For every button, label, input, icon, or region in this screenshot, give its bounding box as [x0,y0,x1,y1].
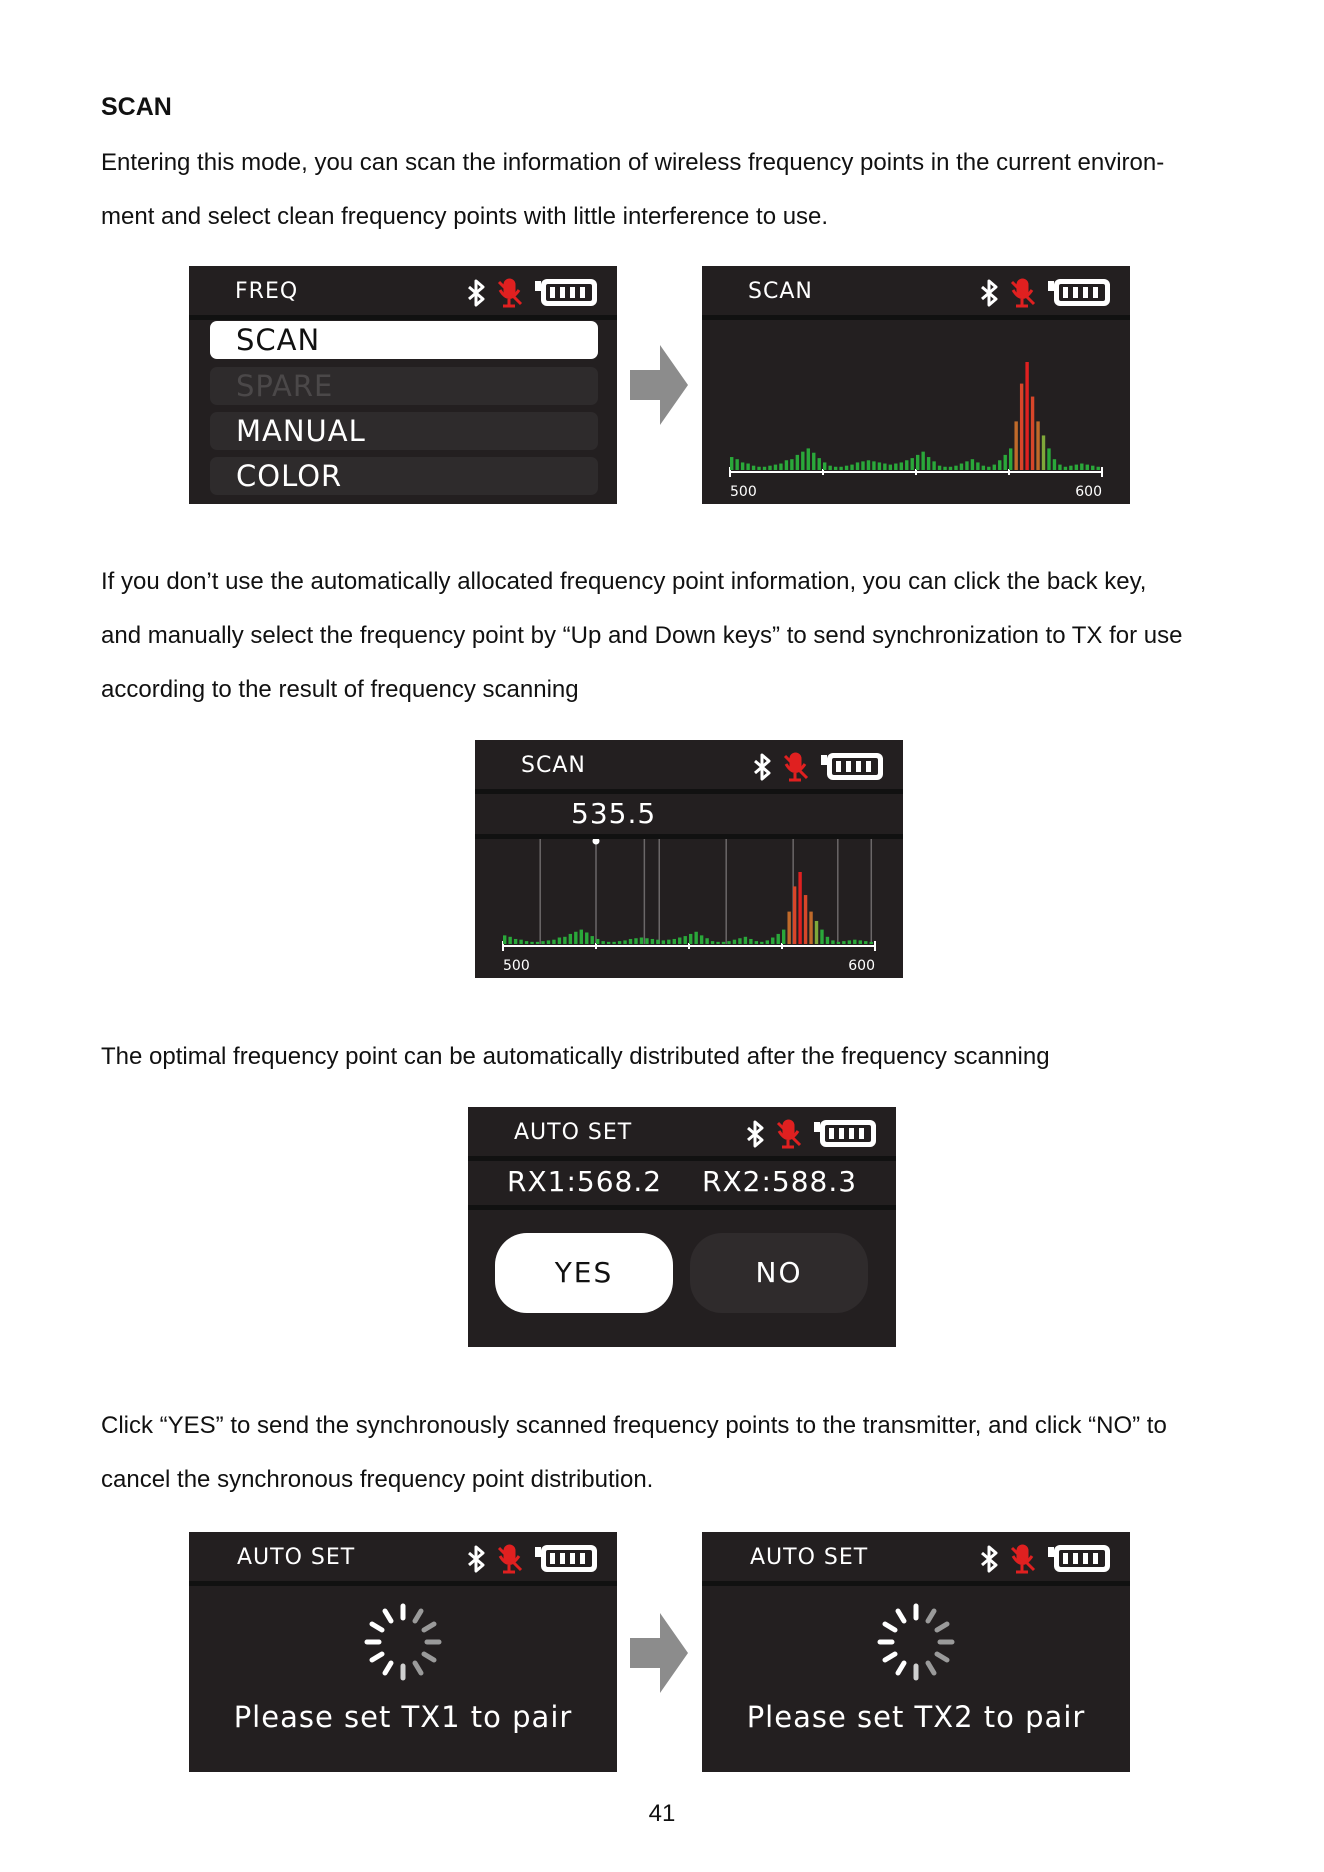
spectrum-bar [1075,465,1078,470]
page-number: 41 [648,1800,676,1827]
spectrum-bar [580,930,583,944]
spectrum-bar [845,466,848,470]
status-icons [740,1119,880,1149]
scan-screen [702,266,1130,504]
spectrum-bar [1009,448,1012,470]
spectrum-bar [1036,421,1039,470]
x-tick-label-max: 600 [1075,484,1102,500]
paragraph-line: according to the result of frequency scanning [101,676,579,703]
spectrum-bar [716,942,719,944]
bluetooth-icon [755,755,769,779]
spectrum-bar [752,466,755,470]
mic-muted-icon [1012,1546,1034,1572]
spectrum-bar [744,937,747,944]
battery-icon [1048,1545,1110,1572]
spectrum-bar [790,459,793,470]
spectrum-bar [1080,464,1083,470]
arrow-right-icon [630,345,688,425]
spectrum-bar [755,941,758,944]
bluetooth-icon [748,1122,762,1146]
spectrum-bar [673,939,676,944]
x-tick-label-max: 600 [848,958,875,974]
paragraph-yes-no [101,1399,1251,1507]
spectrum-bar [861,461,864,470]
spectrum-bar [727,941,730,944]
screen-title: AUTO SET [750,1545,869,1570]
spectrum-bar [826,937,829,944]
spectrum-bar [741,462,744,470]
spectrum-bar [815,921,818,944]
spectrum-bar [656,940,659,944]
spectrum-bar [804,895,807,944]
paragraph-line: ment and select clean frequency points with little interference to use. [101,203,829,230]
screen-title: AUTO SET [237,1545,356,1570]
pairing-message: Please set TX2 to pair [746,1700,1086,1734]
spectrum-bar [878,462,881,470]
status-bar [189,1532,617,1586]
paragraph-line: Click “YES” to send the synchronously scanned frequency points to the transmitter, and click “NO” to [101,1412,1167,1439]
spectrum-bar [536,942,539,944]
spectrum-bar [618,941,621,944]
spectrum-bar [796,455,799,470]
mic-muted-icon [785,754,807,780]
status-icons [461,1544,601,1574]
selected-frequency: 535.5 [571,797,657,830]
status-bar [702,266,1130,320]
spectrum-bar [774,465,777,470]
spectrum-bar [853,940,856,944]
spectrum-bar [678,938,681,944]
mic-muted-icon [778,1121,800,1147]
spectrum-bar [596,939,599,944]
spectrum-bar [787,912,790,944]
spectrum-bar [932,461,935,470]
spectrum-bar [798,872,801,944]
spectrum-bar [738,938,741,944]
bluetooth-icon [469,1547,483,1571]
auto-set-screen [468,1107,896,1347]
spectrum-bar [938,466,941,470]
spectrum-bar [684,936,687,944]
battery-icon [535,1545,597,1572]
bluetooth-icon [982,1547,996,1571]
spectrum-bar [623,940,626,944]
spectrum-bar [793,886,796,944]
spectrum-bar [612,942,615,944]
status-icons [461,278,601,308]
spectrum-bar [733,940,736,944]
spectrum-bar [574,932,577,944]
spectrum-bar [629,939,632,944]
arrow-right-icon [630,1613,688,1693]
spectrum-bar [949,467,952,470]
spectrum-bar [563,937,566,944]
spectrum-bar [757,467,760,470]
spectrum-bar [1025,362,1028,470]
spectrum-bar [859,940,862,944]
spectrum-bar [1020,384,1023,470]
status-bar [468,1107,896,1161]
paragraph-line: The optimal frequency point can be automatically distributed after the frequency scanning [101,1043,1050,1070]
spectrum-bar [801,452,804,470]
spectrum-bar [993,465,996,470]
spectrum-bar [503,935,506,944]
spectrum-bar [982,466,985,470]
spectrum-bar [591,936,594,944]
spectrum-bar [525,941,528,944]
spectrum-bar [911,458,914,470]
spectrum-bar [960,464,963,470]
menu-item-scan[interactable]: SCAN [210,321,598,359]
spectrum-bar [667,940,670,944]
spectrum-bar [607,942,610,944]
spectrum-bar [785,460,788,470]
spectrum-bar [722,942,725,944]
status-bar [475,740,903,794]
spectrum-bar [1004,455,1007,470]
spectrum-bar [828,466,831,470]
spectrum-bar [834,467,837,470]
spectrum-bar [1064,467,1067,470]
paragraph-line: If you don’t use the automatically allocated frequency point information, you can click the back key, [101,568,1147,595]
paragraph-line: Entering this mode, you can scan the information of wireless frequency points in the current environ- [101,149,1165,176]
spectrum-bar [987,467,990,470]
spectrum-bar [1058,465,1061,470]
spectrum-bar [766,940,769,944]
bluetooth-icon [469,281,483,305]
spectrum-bar [837,942,840,944]
selected-frequency-marker [593,839,600,845]
spectrum-bar [807,448,810,470]
spectrum-bar [558,938,561,944]
spectrum-bar [601,941,604,944]
spectrum-bar [508,937,511,944]
spectrum-bar [809,912,812,944]
spectrum-bar [998,460,1001,470]
spectrum-bar [971,459,974,470]
spectrum-bar [883,464,886,470]
spectrum-bar [900,462,903,470]
screen-title: AUTO SET [514,1120,633,1145]
mic-muted-icon [499,280,521,306]
spectrum-bar [645,938,648,944]
spectrum-bar [585,932,588,944]
x-tick-label-min: 500 [730,484,757,500]
spectrum-bar [700,935,703,944]
menu-item-spare[interactable]: SPARE [210,367,598,405]
spectrum-bar [872,461,875,470]
rx2-frequency: RX2:588.3 [702,1165,858,1198]
spectrum-bar [749,939,752,944]
screen-title: FREQ [235,279,299,304]
section-heading: SCAN [101,93,172,121]
spectrum-bar [1031,397,1034,470]
spectrum-bar [850,465,853,470]
screen-title: SCAN [748,279,813,304]
spectrum-bar [730,457,733,470]
spectrum-bar [689,934,692,944]
paragraph-auto [101,1030,1251,1084]
spectrum-bar [818,458,821,470]
spectrum-bar [763,467,766,470]
spectrum-bar [1086,465,1089,470]
spectrum-bar [889,465,892,470]
spectrum-bar [839,467,842,470]
rx1-frequency: RX1:568.2 [507,1165,663,1198]
spectrum-bar [771,938,774,944]
spectrum-bar [848,940,851,944]
spectrum-bar [569,934,572,944]
paragraph-manual [101,555,1251,717]
status-bar [189,266,617,320]
pairing-message: Please set TX1 to pair [233,1700,573,1734]
menu-item-manual[interactable]: MANUAL [210,412,598,450]
spectrum-bar [705,938,708,944]
loading-spinner-icon [363,1602,443,1682]
spectrum-bar [541,941,544,944]
rx-frequency-row [468,1161,896,1210]
paragraph-line: and manually select the frequency point by “Up and Down keys” to send synchronization to TX for use [101,622,1183,649]
status-bar [702,1532,1130,1586]
spectrum-bar [1014,421,1017,470]
spectrum-bar [662,940,665,944]
spectrum-bar [870,942,873,944]
spectrum-bar [943,467,946,470]
pair-tx2-screen [702,1532,1130,1772]
spectrum-bar [640,938,643,944]
spectrum-bar [552,940,555,944]
spectrum-bar [547,940,550,944]
spectrum-bar [777,934,780,944]
spectrum-bar [519,940,522,944]
spectrum-bar [842,941,845,944]
spectrum-bar [894,464,897,470]
spectrum-bar [927,457,930,470]
bluetooth-icon [982,281,996,305]
spectrum-bar [1069,466,1072,470]
spectrum-bar [782,930,785,944]
paragraph-intro [101,136,1251,244]
spectrum-bar [711,941,714,944]
spectrum-bar [1053,459,1056,470]
spectrum-bar [514,939,517,944]
spectrum-bar [634,938,637,944]
spectrum-bar [831,940,834,944]
spectrum-bar [856,462,859,470]
spectrum-bar [779,464,782,470]
spectrum-bar [823,462,826,470]
spectrum-bar [1091,466,1094,470]
spectrum-bar [746,464,749,470]
battery-icon [821,753,883,780]
freq-menu-screen [189,266,617,504]
spectrum-bar [976,462,979,470]
status-icons [974,278,1114,308]
yes-button[interactable]: YES [495,1233,673,1313]
spectrum-chart [702,320,1130,504]
battery-icon [1048,279,1110,306]
mic-muted-icon [1012,280,1034,306]
spectrum-chart [475,839,903,978]
loading-spinner-icon [876,1602,956,1682]
no-button[interactable]: NO [690,1233,868,1313]
spectrum-bar [812,453,815,470]
spectrum-bar [1047,448,1050,470]
spectrum-bar [965,461,968,470]
spectrum-bar [694,932,697,944]
status-icons [974,1544,1114,1574]
spectrum-bar [954,466,957,470]
spectrum-bar [867,460,870,470]
x-tick-label-min: 500 [503,958,530,974]
status-icons [747,752,887,782]
spectrum-bar [1097,467,1100,470]
spectrum-bar [530,942,533,944]
paragraph-line: cancel the synchronous frequency point distribution. [101,1466,654,1493]
spectrum-bar [864,941,867,944]
frequency-readout-row [475,794,903,839]
spectrum-bar [921,452,924,470]
menu-item-color[interactable]: COLOR [210,457,598,495]
spectrum-bar [768,466,771,470]
battery-icon [535,279,597,306]
spectrum-bar [1042,435,1045,470]
scan-manual-screen [475,740,903,978]
spectrum-bar [760,942,763,944]
spectrum-bar [916,455,919,470]
battery-icon [814,1120,876,1147]
mic-muted-icon [499,1546,521,1572]
spectrum-bar [651,939,654,944]
pair-tx1-screen [189,1532,617,1772]
screen-title: SCAN [521,753,586,778]
spectrum-bar [735,459,738,470]
spectrum-bar [905,460,908,470]
spectrum-bar [820,930,823,944]
